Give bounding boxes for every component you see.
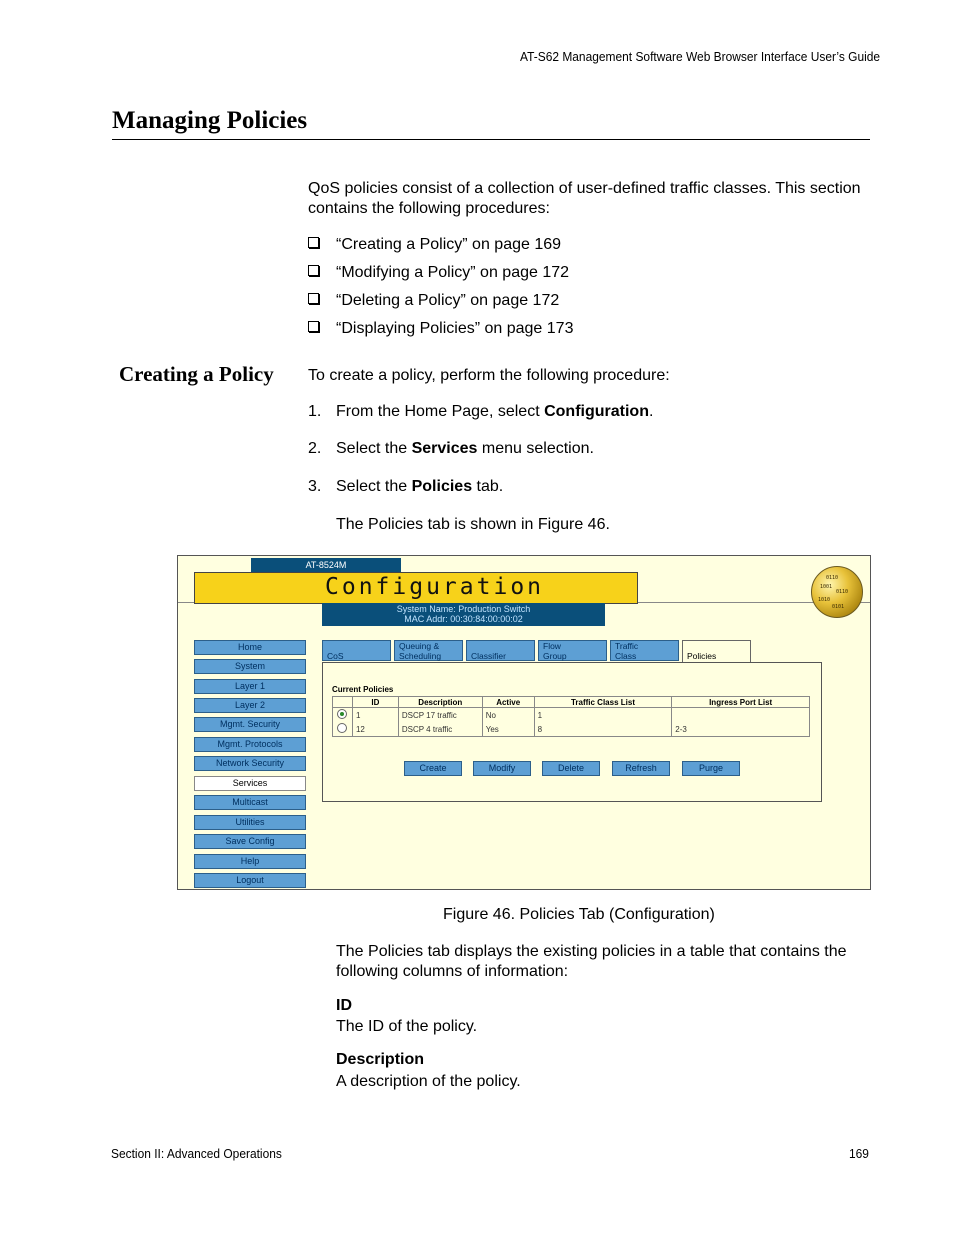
step-text: Select the [336,440,412,457]
purge-button[interactable]: Purge [682,761,740,776]
bullet-text: “Displaying Policies” on page 173 [336,320,574,337]
globe-digits: 1001 [820,584,833,590]
modify-button[interactable]: Modify [473,761,531,776]
title-rule [112,139,870,140]
select-radio[interactable] [337,723,347,733]
cell-description: DSCP 4 traffic [398,722,482,737]
table-row [333,708,810,723]
column-header-description: Description [398,697,482,708]
tab-line2: Scheduling [399,651,442,661]
tab-traffic-class[interactable] [610,640,679,661]
step-text: menu selection. [477,440,594,457]
globe-logo-icon [811,566,863,618]
section-intro: QoS policies consist of a collection of user-defined traffic classes. This section contains the following procedures: [308,180,861,217]
tab-classifier[interactable] [466,640,535,661]
tab-policies[interactable] [682,640,751,663]
nav-layer-2[interactable]: Layer 2 [194,698,306,713]
nav-save-config[interactable]: Save Config [194,834,306,849]
tab-line1: Traffic [615,641,639,651]
checkbox-bullet-icon [308,237,319,248]
globe-digits: 0110 [826,575,839,581]
step-text: tab. [472,478,504,495]
cell-ingress-port: 2-3 [672,722,810,737]
select-radio[interactable] [337,709,347,719]
field-def-description: A description of the policy. [336,1073,521,1090]
creating-intro: To create a policy, perform the following procedure: [308,367,670,384]
cell-traffic-class: 8 [534,722,672,737]
nav-help[interactable]: Help [194,854,306,869]
cell-active: No [482,708,534,723]
step-bold: Configuration [544,403,649,420]
nav-home[interactable]: Home [194,640,306,655]
tab-line1 [327,641,390,651]
step-number: 1. [308,403,322,420]
globe-digits: 0110 [836,589,849,595]
tab-line1 [687,641,750,651]
step-number: 3. [308,478,322,495]
field-term-id: ID [336,997,352,1014]
nav-network-security[interactable]: Network Security [194,756,306,771]
table-header-row [333,697,810,708]
bullet-item [308,320,573,338]
policies-tab-screenshot [177,555,871,890]
tab-line2: Classifier [471,651,506,661]
columns-intro: The Policies tab displays the existing policies in a table that contains the following columns of information: [336,943,847,980]
banner-text: Configuration [325,574,545,600]
page-number: 169 [849,1146,869,1161]
tab-line2: CoS [327,651,344,661]
column-header-traffic-class-list: Traffic Class List [534,697,672,708]
step-text: . [648,403,654,420]
column-header [333,697,353,708]
figure-caption: Figure 46. Policies Tab (Configuration) [443,906,715,923]
create-button[interactable]: Create [404,761,462,776]
system-name: System Name: Production Switch [396,604,531,614]
nav-multicast[interactable]: Multicast [194,795,306,810]
bullet-item [308,236,561,254]
footer-section: Section II: Advanced Operations [111,1146,282,1161]
current-policies-label: Current Policies [332,685,394,694]
subsection-title: Creating a Policy [119,362,274,386]
tab-line1: Flow [543,641,561,651]
cell-id: 12 [352,722,398,737]
globe-digits: 0101 [832,604,845,610]
tab-line2: Class [615,651,637,661]
column-header-active: Active [482,697,534,708]
step-number: 2. [308,440,322,457]
table-row [333,722,810,737]
cell-ingress-port [672,708,810,723]
step-item [308,440,594,458]
field-term-description: Description [336,1051,425,1068]
step-bold: Policies [411,478,473,495]
bullet-item [308,264,569,282]
step-item [308,403,653,421]
tab-line1 [471,641,534,651]
nav-mgmt-protocols[interactable]: Mgmt. Protocols [194,737,306,752]
step-item [308,478,503,496]
tab-line1: Queuing & [399,641,440,651]
checkbox-bullet-icon [308,293,319,304]
nav-logout[interactable]: Logout [194,873,306,888]
running-header: AT-S62 Management Software Web Browser Interface User’s Guide [520,49,881,64]
mac-address: MAC Addr: 00:30:84:00:00:02 [404,614,523,624]
configuration-banner [194,572,638,604]
bullet-text: “Modifying a Policy” on page 172 [336,264,570,281]
nav-mgmt-security[interactable]: Mgmt. Security [194,717,306,732]
nav-layer-1[interactable]: Layer 1 [194,679,306,694]
tab-flow-group[interactable] [538,640,607,661]
tab-queuing-scheduling[interactable] [394,640,463,661]
cell-traffic-class: 1 [534,708,672,723]
tab-cos[interactable] [322,640,391,661]
section-title: Managing Policies [112,107,308,134]
figure-reference: The Policies tab is shown in Figure 46. [336,516,610,533]
policies-table [332,696,810,737]
tab-line2: Policies [687,651,717,661]
step-bold: Services [411,440,478,457]
nav-utilities[interactable]: Utilities [194,815,306,830]
model-label: AT-8524M [251,558,401,572]
system-info-bar [322,603,605,626]
nav-system[interactable]: System [194,659,306,674]
refresh-button[interactable]: Refresh [612,761,670,776]
step-text: Select the [336,478,412,495]
column-header-ingress-port-list: Ingress Port List [672,697,810,708]
tab-line2: Group [543,651,567,661]
globe-digits: 1010 [818,597,831,603]
cell-id: 1 [352,708,398,723]
nav-services[interactable]: Services [194,776,306,791]
checkbox-bullet-icon [308,265,319,276]
cell-active: Yes [482,722,534,737]
bullet-item [308,292,559,310]
step-text: From the Home Page, select [336,403,545,420]
bullet-text: “Deleting a Policy” on page 172 [336,292,560,309]
checkbox-bullet-icon [308,321,319,332]
delete-button[interactable]: Delete [542,761,600,776]
bullet-text: “Creating a Policy” on page 169 [336,236,562,253]
field-def-id: The ID of the policy. [336,1018,478,1035]
column-header-id: ID [352,697,398,708]
cell-description: DSCP 17 traffic [398,708,482,723]
